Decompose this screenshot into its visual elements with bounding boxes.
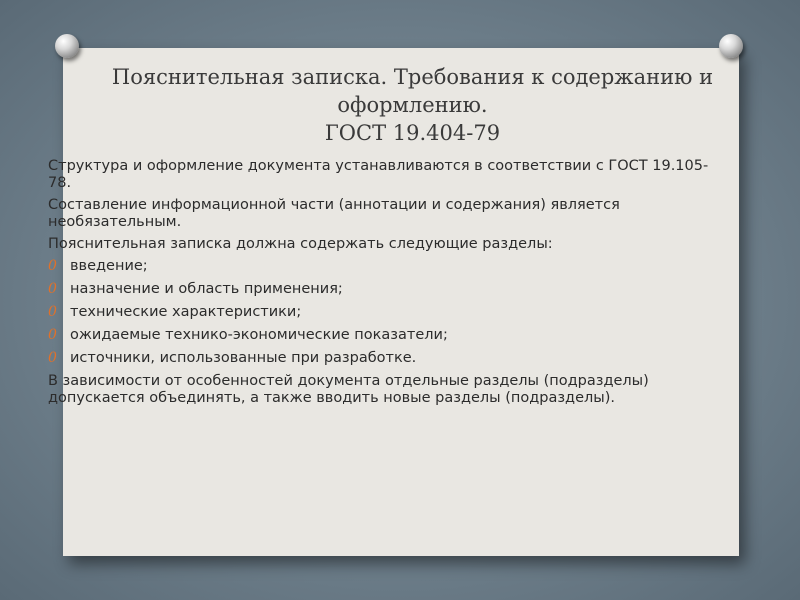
title-line: оформлению. (337, 93, 488, 117)
paragraph: Составление информационной части (аннотации и содержания) является необязательным. (48, 197, 620, 230)
list-item (48, 258, 728, 275)
paragraph: В зависимости от особенностей документа отдельные разделы (подразделы) допускается объединять, а также вводить новые разделы (подразделы). (48, 373, 649, 406)
list-item-text: ожидаемые технико-экономические показатели; (70, 327, 448, 343)
bullet-icon: 0 (48, 304, 57, 320)
list-item (48, 350, 728, 367)
list-item (48, 304, 728, 321)
slide-content (48, 158, 728, 412)
list-item-text: технические характеристики; (70, 304, 302, 320)
bullet-icon: 0 (48, 281, 57, 297)
slide-title (80, 63, 745, 147)
paragraph: Пояснительная записка должна содержать следующие разделы: (48, 236, 553, 252)
bullet-icon: 0 (48, 327, 57, 343)
pushpin-icon (55, 34, 79, 58)
list-item (48, 327, 728, 344)
bullet-icon: 0 (48, 350, 57, 366)
title-line: Пояснительная записка. Требования к содержанию и (111, 65, 714, 89)
bullet-list (48, 258, 728, 367)
list-item-text: введение; (70, 258, 148, 274)
title-line: ГОСТ 19.404-79 (324, 121, 501, 145)
bullet-icon: 0 (48, 258, 57, 274)
paragraph: Структура и оформление документа устанавливаются в соответствии с ГОСТ 19.105-78. (48, 158, 709, 191)
pushpin-icon (719, 34, 743, 58)
list-item-text: источники, использованные при разработке. (70, 350, 417, 366)
list-item-text: назначение и область применения; (70, 281, 343, 297)
list-item (48, 281, 728, 298)
